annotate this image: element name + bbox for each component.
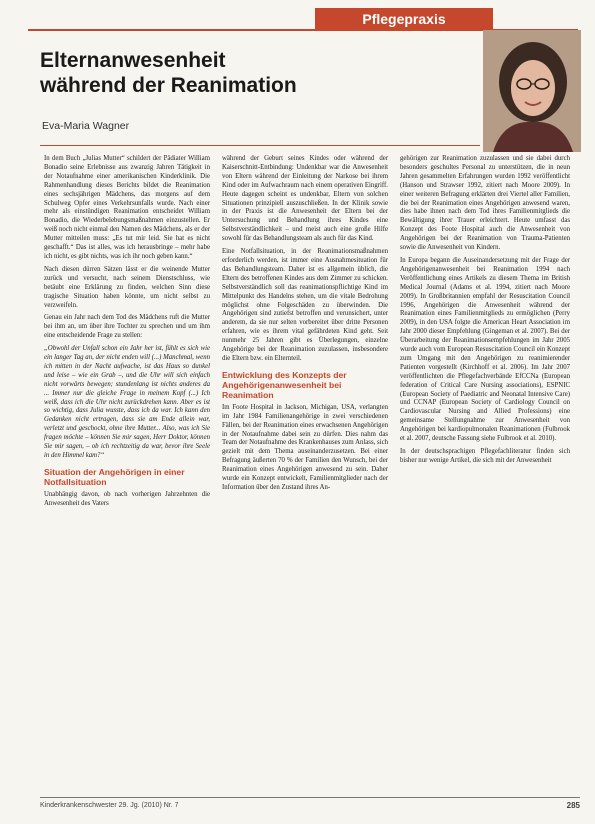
author-name: Eva-Maria Wagner [42,120,130,132]
section-heading: Entwicklung des Konzepts der Angehörigenanwesenheit bei Reanimation [222,369,347,400]
title-line-2: während der Reanimation [40,74,297,97]
quote-paragraph: „Obwohl der Unfall schon ein Jahr her ist, fühlt es sich wie ein langer Tag an, der nicht enden will (...) Manchmal, wenn ich mitten in der Nacht aufwache, ist das Haus so dunkel und leise – wie ein Grab –, und die Uhr will sich einfach nicht vorwärts bewegen; stundenlang ist nichts anderes da ... Immer nur die gleiche Frage in meinem Kopf (...) Ich weiß, dass ich die Uhr nicht zurückdrehen kann. Aber es ist so wichtig, dass Julia wusste, dass ich da war. Ich kann den Gedanken nicht ertragen, dass sie am Ende allein war, verletzt und geschockt, ohne ihre Mutter... Also, was ich Sie fragen möchte – können Sie mir sagen, Herr Doktor, können Sie mir sagen, – ob ich rechtzeitig da war, bevor ihre Seele in den Himmel kam?“ [44,345,210,459]
article-title [40,48,380,98]
title-divider [40,145,480,146]
paragraph: In der deutschsprachigen Pflegefachliteratur finden sich bisher nur wenige Artikel, die sich mit der Anwesenheit [400,448,570,464]
section-rubric: Pflegepraxis [315,8,493,30]
text-column-1 [44,155,210,783]
author-portrait-image [483,30,581,152]
paragraph: während der Geburt seines Kindes oder während der Kaiserschnitt-Entbindung: Undenkbar war die Anwesenheit von Eltern während der Einleitung der Narkose bei ihrem Kind oder im Aufwachraum nach einem operativen Eingriff. Heute dagegen scheint es undenkbar, Eltern von solchen Situationen prinzipiell auszuschließen. In der Klinik sowie in der Praxis ist die Anwesenheit der Eltern bei der Untersuchung und Behandlung ihres Kindes eine Selbstverständlichkeit – und meist auch eine große Hilfe sowohl für das Behandlungsteam als auch für das Kind. [222,155,388,243]
paragraph: In Europa begann die Auseinandersetzung mit der Frage der Angehörigenanwesenheit bei Reanimation 1994 nach Veröffentlichung eines Artikels zu diesem Thema im British Medical Journal (Adams et al. 1994, zitiert nach Moore 2009). In Großbritannien empfahl der Resuscitation Council 1996, Angehörigen die Anwesenheit während der Reanimation eines Familienmitglieds zu ermöglichen (Perry 2009), in den USA folgte die American Heart Association im Jahr 2000 dieser Empfehlung (Gingeman et al. 2007). Bei der Überarbeitung der Reanimationsempfehlungen im Jahr 2005 wurde auch vom European Resuscitation Council ein Konzept zum Umgang mit den Angehörigen zu reanimierender Patienten vorgestellt (Kirchhoff et al. 2006). Im Jahr 2007 veröffentlichten die Pflegefachverbände EfCCNa (European federation of Critical Care Nursing associations), ESPNIC (European Society of Paediatric and Neonatal Intensive Care) und CCNAP (European Society of Cardiology Council on Cardiovascular Nursing and Allied Professions) eine gemeinsame Stellungnahme zur Anwesenheit von Angehörigen bei kardiopulmonalen Reanimationen (Fulbrook et al. 2007, deutsche Fassung siehe Fulbrook et al. 2010). [400,256,570,443]
section-heading: Situation der Angehörigen in einer Notfallsituation [44,466,185,487]
text-column-2 [222,155,388,783]
paragraph: Nach diesen dürren Sätzen lässt er die weinende Mutter zurück und versucht, nach seinem Dienstschluss, wie betäubt eine Erklärung zu finden, welchen Sinn diese tragische Situation haben könnte, um nicht selbst zu verzweifeln. [44,265,210,309]
paragraph: Unabhängig davon, ob nach vorherigen Jahrzehnten die Anwesenheit des Vaters [44,490,210,507]
paragraph: Im Foote Hospital in Jackson, Michigan, USA, verlangten im Jahr 1984 Familienangehörige in zwei verschiedenen Fällen, bei der Reanimation eines erwachsenen Angehörigen in der Notaufnahme dabei sein zu dürfen. Dies nahm das Team der Notaufnahme des Krankenhauses zum Anlass, sich gezielt mit dem Thema auseinanderzusetzen. Bei einer Befragung äußerten 70 % der Familien den Wunsch, bei der Reanimation eines Angehörigen anwesend zu sein. Daher wurde ein Konzept entwickelt, Familienmitglieder nach der Information über den Zustand ihres An- [222,403,388,491]
journal-citation: Kinderkrankenschwester 29. Jg. (2010) Nr. 7 [40,802,179,809]
paragraph: In dem Buch „Julias Mutter“ schildert der Pädiater William Bonadio seine Erlebnisse aus zwanzig Jahren Tätigkeit in der Notaufnahme einer amerikanischen Kinderklinik. Die Rahmenhandlung dieses Berichts bildet die Reanimation eines sechsjährigen Mädchens, das morgens auf dem Schulweg Opfer eines Verkehrsunfalls wurde. Nach einer mehr als einstündigen Reanimation entscheidet William Bonadio, die Wiederbelebungsmaßnahmen einzustellen. Er weiß noch nicht einmal den Namen des Mädchens, als er der Mutter mitteilen muss: „Es tut mir leid. Sie hat es nicht geschafft.“ Das ist alles, was ich herausbringe – mehr habe ich nicht, es gibt nichts, was ich ihr noch geben kann.“ [44,155,210,260]
page-footer [40,797,580,812]
title-line-1: Elternanwesenheit [40,49,226,72]
paragraph: gehörigen zur Reanimation zuzulassen und sie dabei durch besonders geschultes Personal zu unterstützen, die in neun Jahren gesammelten Erfahrungen wurden 1992 veröffentlicht (Hanson und Strawser 1992, zitiert nach Moore 2009). In einer weiteren Befragung erklärten drei Viertel aller Familien, die bei der Reanimation eines Angehörigen anwesend waren, dies habe ihnen nach dem Tod ihres Familienmitglieds die Bewältigung ihrer Trauer erleichtert. Heute umfasst das Konzept des Foote Hospital auch die Anwesenheit von Angehörigen bei der Reanimation von Trauma-Patienten sowie die Anwesenheit von Kindern. [400,155,570,252]
page-number: 285 [566,801,580,810]
text-column-3 [400,155,570,783]
paragraph: Eine Notfallsituation, in der Reanimationsmaßnahmen erforderlich werden, ist immer eine Ausnahmesituation für das Behandlungsteam. Daher ist es allgemein üblich, die Eltern des betroffenen Kindes aus dem Zimmer zu schicken. Selbstverständlich soll das reanimationspflichtige Kind im Mittelpunkt des Handelns stehen, um die vitale Bedrohung möglichst ohne Folgeschäden zu überwinden. Die Angehörigen sind zutiefst betroffen und verunsichert, unter anderem, da sie nur selten vorbereitet über dritte Personen erfahren, wie es ihrem vital gefährdeten Kind geht. Seit nunmehr 25 Jahren gibt es Überlegungen, einzelne Angehörige bei der Reanimation zuzulassen, insbesondere die Eltern bzw. ein Elternteil. [222,248,388,362]
author-photo [483,30,581,152]
paragraph: Genau ein Jahr nach dem Tod des Mädchens ruft die Mutter bei ihm an, um über ihre Tochter zu sprechen und um ihm eine entscheidende Frage zu stellen: [44,314,210,340]
